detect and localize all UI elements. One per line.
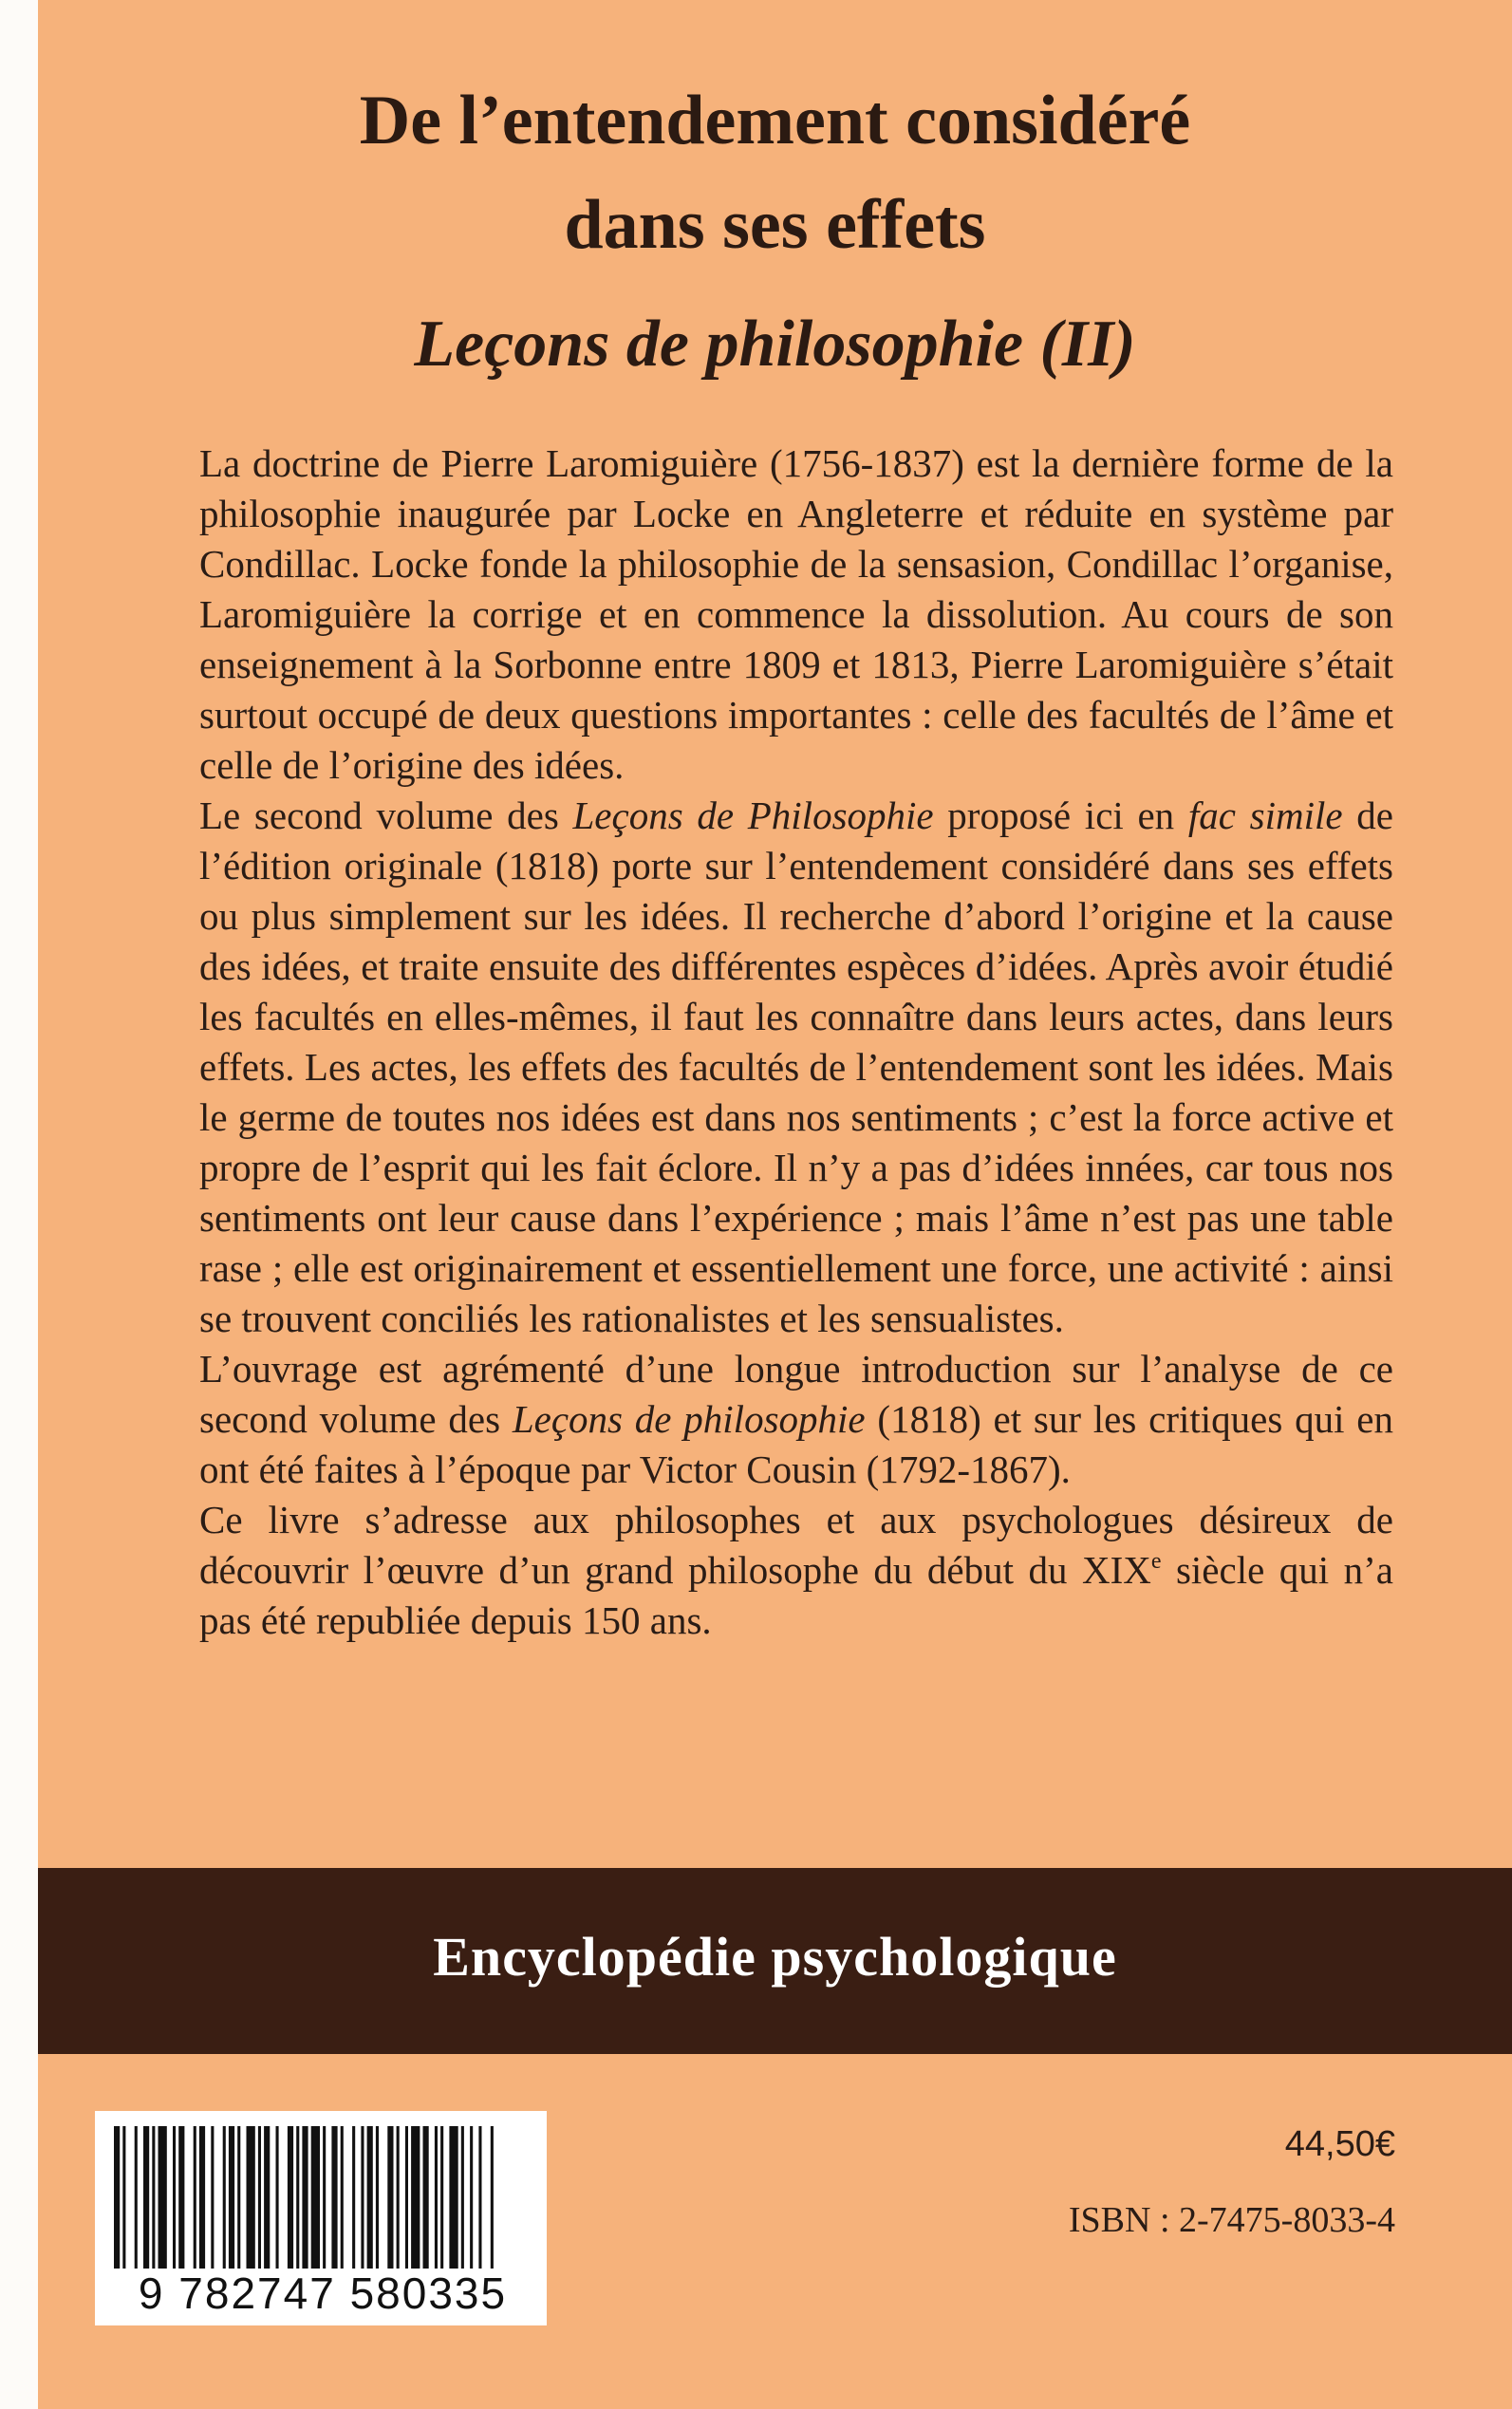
blurb-paragraph-3-title: Leçons de philosophie — [512, 1397, 866, 1441]
barcode-bar — [247, 2126, 255, 2269]
barcode-bar — [258, 2126, 261, 2269]
barcode-bar — [211, 2126, 214, 2269]
barcode-bar — [199, 2126, 205, 2269]
barcode-bar — [237, 2126, 240, 2269]
left-page-edge — [0, 0, 38, 2409]
book-subtitle: Leçons de philosophie (II) — [414, 308, 1136, 381]
barcode-bar — [122, 2126, 125, 2269]
barcode-bars — [114, 2126, 528, 2269]
series-band — [38, 1868, 1512, 2054]
blurb-paragraph-2-part-a: Le second volume des — [199, 794, 573, 837]
barcode-bar — [276, 2126, 279, 2269]
barcode-bar — [323, 2126, 326, 2269]
barcode-bar — [223, 2126, 226, 2269]
blurb-paragraph-2 — [199, 791, 1393, 1344]
barcode-digits: 9 782747 580335 — [138, 2269, 508, 2318]
barcode-bar — [178, 2126, 184, 2269]
barcode — [95, 2111, 547, 2325]
blurb-paragraph-3-part-b: (1818) et sur les critiques qui en ont été faites à l’époque par Victor Cousin (1792-1867). — [199, 1397, 1393, 1491]
barcode-bar — [296, 2126, 299, 2269]
barcode-bar — [135, 2126, 138, 2269]
barcode-bar — [311, 2126, 320, 2269]
blurb-paragraph-1 — [199, 439, 1393, 791]
barcode-bar — [367, 2126, 373, 2269]
barcode-bar — [229, 2126, 234, 2269]
blurb-paragraph-1-text: La doctrine de Pierre Laromiguière (1756-1837) est la dernière forme de la philosophie inaugurée par Locke en Angleterre et réduite en système par Condillac. Locke fonde la philosophie de la sensasion, Condillac l’organise, Laromiguière la corrige et en commence la dissolution. Au cours de son enseignement à la Sorbonne entre 1809 et 1813, Pierre Laromiguière s’était surtout occupé de deux questions importantes : celle des facultés de l’âme et celle de l’origine des idées. — [199, 441, 1393, 787]
barcode-bar — [491, 2126, 494, 2269]
barcode-bar — [405, 2126, 408, 2269]
barcode-bar — [470, 2126, 473, 2269]
blurb-paragraph-4-part-b: siècle qui n’a pas été republiée depuis 150 ans. — [199, 1548, 1393, 1642]
blurb-paragraph-4 — [199, 1495, 1393, 1646]
blurb-paragraph-2-part-c: de l’édition originale (1818) porte sur l’entendement considéré dans ses effets ou plus simplement sur les idées. Il recherche d’abord l’origine et la cause des idées, et traite ensuite des différentes espèces d’idées. Après avoir étudié les facultés en elles-mêmes, il faut les connaître dans leurs actes, dans leurs effets. Les actes, les effets des facultés de l’entendement sont les idées. Mais le germe de toutes nos idées est dans nos sentiments ; c’est la force active et propre de l’esprit qui les fait éclore. Il n’y a pas d’idées innées, car tous nos sentiments ont leur cause dans l’expérience ; mais l’âme n’est pas une table rase ; elle est originairement et essentiellement une force, une activité : ainsi se trouvent conciliés les rationalistes et les sensualistes. — [199, 794, 1393, 1340]
barcode-bar — [302, 2126, 308, 2269]
barcode-bar — [411, 2126, 420, 2269]
barcode-bar — [352, 2126, 355, 2269]
barcode-bar — [478, 2126, 481, 2269]
barcode-bar — [288, 2126, 293, 2269]
series-title: Encyclopédie psychologique — [433, 1926, 1117, 1988]
barcode-bar — [376, 2126, 379, 2269]
isbn: ISBN : 2-7475-8033-4 — [1068, 2200, 1395, 2240]
barcode-bar — [397, 2126, 400, 2269]
barcode-bar — [341, 2126, 344, 2269]
blurb-paragraph-4-part-a: Ce livre s’adresse aux philosophes et aux psychologues désireux de découvrir l’œuvre d’un grand philosophe du début du XIX — [199, 1498, 1393, 1592]
barcode-bar — [194, 2126, 196, 2269]
blurb-paragraph-2-title-1: Leçons de Philosophie — [572, 794, 934, 837]
blurb-paragraph-2-part-b: proposé ici en — [933, 794, 1188, 837]
barcode-bar — [152, 2126, 155, 2269]
book-title-line-2: dans ses effets — [564, 186, 986, 264]
barcode-bar — [449, 2126, 457, 2269]
barcode-bar — [114, 2126, 120, 2269]
blurb-text — [199, 439, 1393, 1646]
blurb-paragraph-3 — [199, 1344, 1393, 1495]
blurb-paragraph-3-part-a: L’ouvrage est agrémenté d’une longue introduction sur l’analyse de ce second volume des — [199, 1347, 1393, 1441]
barcode-bar — [387, 2126, 393, 2269]
price: 44,50€ — [1284, 2124, 1395, 2164]
barcode-bar — [159, 2126, 167, 2269]
barcode-bar — [173, 2126, 176, 2269]
blurb-paragraph-2-title-2: fac simile — [1187, 794, 1343, 837]
barcode-bar — [361, 2126, 364, 2269]
barcode-bar — [331, 2126, 337, 2269]
blurb-paragraph-4-superscript: e — [1150, 1549, 1162, 1574]
barcode-bar — [264, 2126, 270, 2269]
barcode-bar — [435, 2126, 438, 2269]
barcode-bar — [461, 2126, 464, 2269]
book-title-line-1: De l’entendement considéré — [359, 82, 1191, 159]
barcode-bar — [143, 2126, 149, 2269]
barcode-bar — [423, 2126, 429, 2269]
barcode-bar — [440, 2126, 443, 2269]
